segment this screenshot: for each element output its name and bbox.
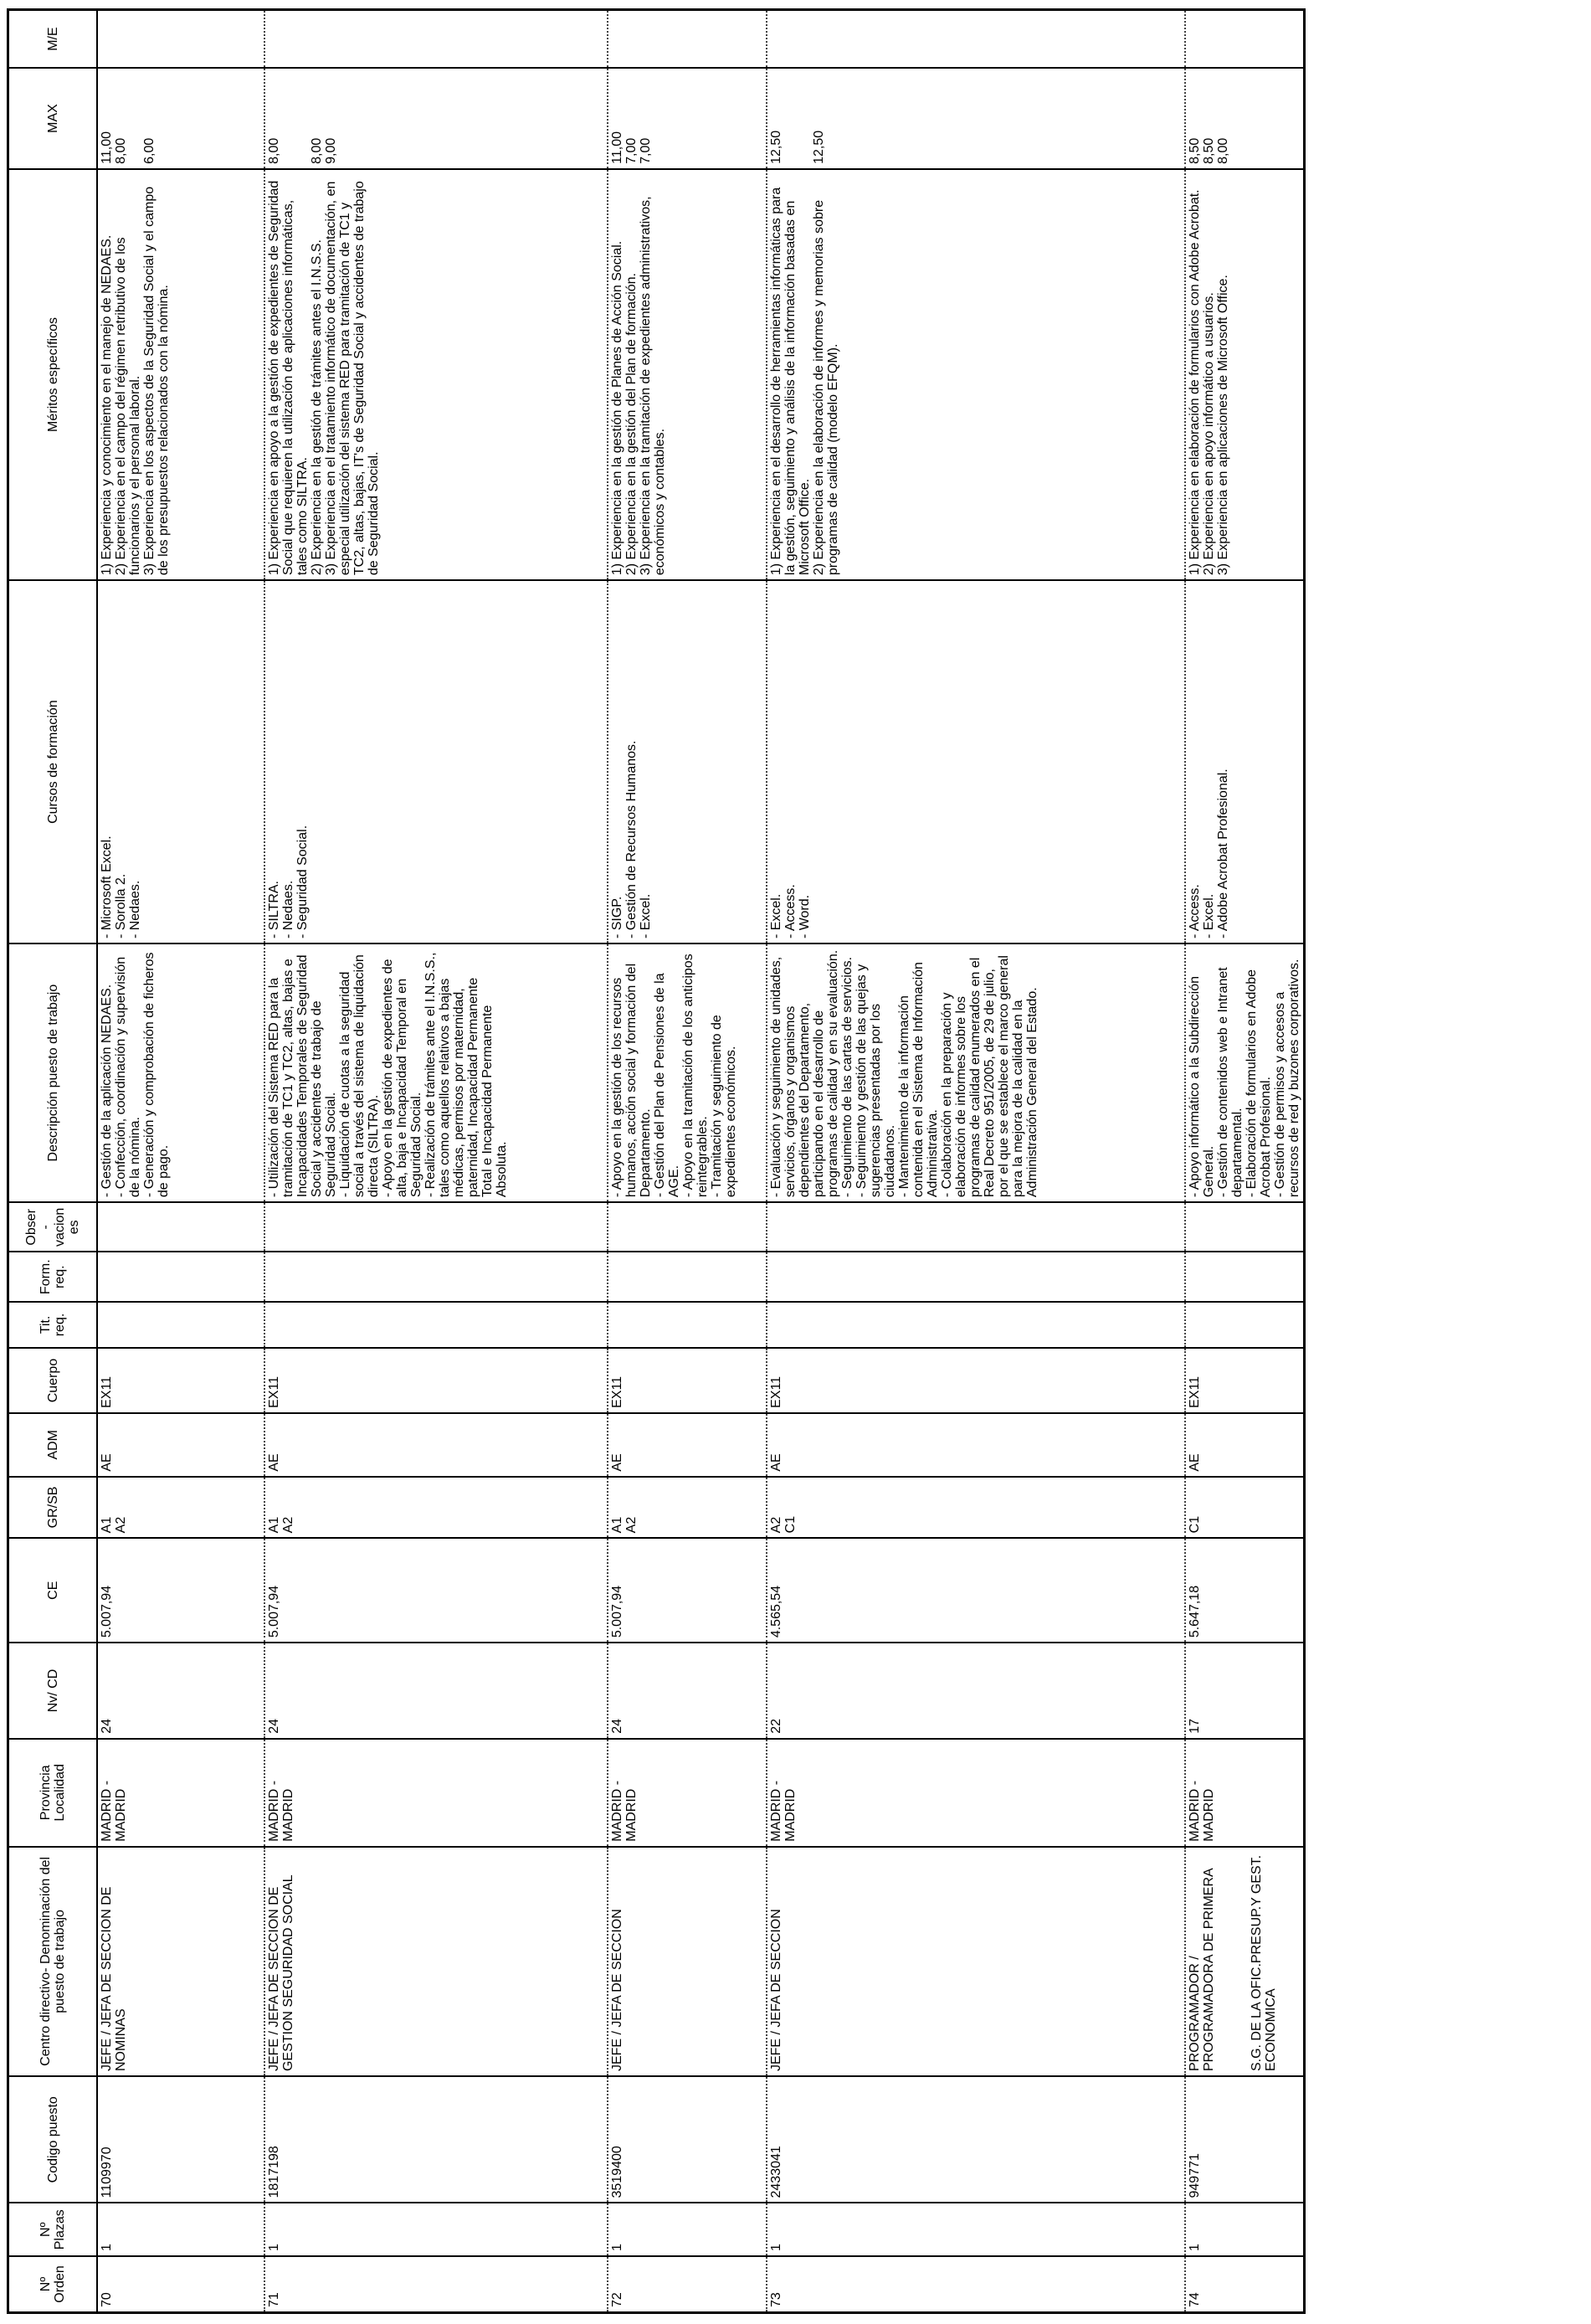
cell-cursos: - Access. - Excel. - Adobe Acrobat Profesional. [1185, 580, 1305, 943]
cell-grupo: C1 [1185, 1477, 1305, 1539]
cell-provincia: MADRID - MADRID [1185, 1739, 1305, 1847]
position-title: PROGRAMADOR / PROGRAMADORA DE PRIMERA [1188, 1868, 1216, 2072]
cell-ce: 4.565,54 [767, 1538, 1185, 1643]
cell-max: 8,00 8,00 9,00 [264, 68, 608, 169]
cell-denominacion [1185, 1847, 1305, 2076]
directive-center: S.G. DE LA OFIC.PRESUP.Y GEST. ECONOMICA [1250, 1854, 1278, 2072]
cell-plazas: 1 [767, 2203, 1185, 2256]
cell-denominacion: JEFE / JEFA DE SECCION DE NOMINAS [97, 1847, 264, 2076]
cell-descripcion: - Gestión de la aplicación NEDAES. - Confección, coordinación y supervisión de la nómina. - Generación y comprobación de ficheros de pago. [97, 943, 264, 1202]
header-codigo: Codigo puesto [8, 2076, 98, 2203]
header-descripcion: Descripción puesto de trabajo [8, 943, 98, 1202]
cell-meritos: 1) Experiencia en apoyo a la gestión de expedientes de Seguridad Social que requieren la utilización de aplicaciones informáticas, tales como SILTRA. 2) Experiencia en la gestión de trámites antes el I.N.S.S. 3) Experiencia en el tratamiento informático de documentación, en especial utilización del sistema RED para tramitación de TC1 y TC2, altas, bajas, IT's de Seguridad Social y accidentes de trabajo de Seguridad Social. [264, 169, 608, 580]
header-provincia: Provincia Localidad [8, 1739, 98, 1847]
cell-titulacion [1185, 1302, 1305, 1348]
cell-observaciones [97, 1202, 264, 1252]
cell-orden: 72 [608, 2256, 767, 2313]
cell-provincia: MADRID - MADRID [97, 1739, 264, 1847]
cell-max: 11,00 8,00 6,00 [97, 68, 264, 169]
header-plazas: Nº Plazas [8, 2203, 98, 2256]
cell-max: 11,00 7,00 7,00 [608, 68, 767, 169]
cell-denominacion: JEFE / JEFA DE SECCION [767, 1847, 1185, 2076]
cell-cursos: - SILTRA. - Nedaes. - Seguridad Social. [264, 580, 608, 943]
cell-grupo: A1 A2 [264, 1477, 608, 1539]
cell-descripcion: - Evaluación y seguimiento de unidades, servicios, órganos y organismos dependientes del Departamento, participando en el desarrollo de programas de calidad y en su evaluación. - Seguimiento de las cartas de servicios. - Seguimiento y gestión de las quejas y sugerencias presentadas por los ciudadanos. - Mantenimiento de la información contenida en el Sistema de Información Administrativa. - Colaboración en la preparación y elaboración de informes sobre los programas de calidad enumerados en el Real Decreto 951/2005, de 29 de julio, por el que se establece el marco general para la mejora de la calidad en la Administración General del Estado. [767, 943, 1185, 1202]
cell-observaciones [264, 1202, 608, 1252]
header-observaciones: Obser- vaciones [8, 1202, 98, 1252]
cell-max: 12,50 12,50 [767, 68, 1185, 169]
cell-orden: 73 [767, 2256, 1185, 2313]
cell-denominacion: JEFE / JEFA DE SECCION DE GESTION SEGURIDAD SOCIAL [264, 1847, 608, 2076]
cell-cursos: - Microsoft Excel. - Sorolla 2. - Nedaes. [97, 580, 264, 943]
header-titulacion: Tit. req. [8, 1302, 98, 1348]
table-row [97, 10, 264, 2313]
cell-observaciones [1185, 1202, 1305, 1252]
cell-titulacion [608, 1302, 767, 1348]
header-cursos: Cursos de formación [8, 580, 98, 943]
header-grupo: GR/SB [8, 1477, 98, 1539]
cell-provincia: MADRID - MADRID [767, 1739, 1185, 1847]
cell-me [97, 10, 264, 69]
header-ce: CE [8, 1538, 98, 1643]
cell-me [608, 10, 767, 69]
cell-orden: 71 [264, 2256, 608, 2313]
header-cuerpo: Cuerpo [8, 1348, 98, 1413]
cell-max: 8,50 8,50 8,00 [1185, 68, 1305, 169]
cell-nivel: 24 [97, 1643, 264, 1739]
cell-ce: 5.007,94 [608, 1538, 767, 1643]
cell-me [264, 10, 608, 69]
cell-orden: 70 [97, 2256, 264, 2313]
cell-nivel: 22 [767, 1643, 1185, 1739]
table-row [608, 10, 767, 2313]
cell-provincia: MADRID - MADRID [264, 1739, 608, 1847]
cell-grupo: A1 A2 [608, 1477, 767, 1539]
cell-adm: AE [767, 1413, 1185, 1477]
cell-cuerpo: EX11 [1185, 1348, 1305, 1413]
header-me: M/E [8, 10, 98, 69]
cell-titulacion [264, 1302, 608, 1348]
header-max: MAX [8, 68, 98, 169]
job-positions-table [7, 8, 1306, 2314]
cell-descripcion: - Utilización del Sistema RED para la tramitación de TC1 y TC2, altas, bajas e Incapacidades Temporales de Seguridad Social y accidentes de trabajo de Seguridad Social. - Liquidación de cuotas a la seguridad social a través del sistema de liquidación directa (SILTRA). - Apoyo en la gestión de expedientes de alta, baja e Incapacidad Temporal en Seguridad Social. - Realización de trámites ante el I.N.S.S., tales como aquellos relativos a bajas médicas, permisos por maternidad, paternidad, Incapacidad Permanente Total e Incapacidad Permanente Absoluta. [264, 943, 608, 1202]
cell-plazas: 1 [264, 2203, 608, 2256]
cell-titulacion [97, 1302, 264, 1348]
cell-codigo: 1817198 [264, 2076, 608, 2203]
cell-cursos: - SIGP. - Gestión de Recursos Humanos. - Excel. [608, 580, 767, 943]
cell-nivel: 24 [264, 1643, 608, 1739]
cell-provincia: MADRID - MADRID [608, 1739, 767, 1847]
table-row [1185, 10, 1305, 2313]
header-formacion: Form. req. [8, 1252, 98, 1301]
cell-meritos: 1) Experiencia y conocimiento en el manejo de NEDAES. 2) Experiencia en el campo del régimen retributivo de los funcionarios y el personal laboral. 3) Experiencia en los aspectos de la Seguridad Social y el campo de los presupuestos relacionados con la nómina. [97, 169, 264, 580]
cell-meritos: 1) Experiencia en el desarrollo de herramientas informáticas para la gestión, seguimiento y análisis de la información basadas en Microsoft Office. 2) Experiencia en la elaboración de informes y memorias sobre programas de calidad (modelo EFQM). [767, 169, 1185, 580]
cell-cuerpo: EX11 [97, 1348, 264, 1413]
cell-denominacion: JEFE / JEFA DE SECCION [608, 1847, 767, 2076]
header-row [8, 10, 98, 2313]
header-centro: Centro directivo- Denominación del puesto de trabajo [8, 1847, 98, 2076]
cell-me [767, 10, 1185, 69]
header-adm: ADM [8, 1413, 98, 1477]
cell-meritos: 1) Experiencia en la gestión de Planes de Acción Social. 2) Experiencia en la gestión del Plan de formación. 3) Experiencia en la tramitación de expedientes administrativos, económicos y contables. [608, 169, 767, 580]
cell-observaciones [767, 1202, 1185, 1252]
cell-codigo: 949771 [1185, 2076, 1305, 2203]
table-row [264, 10, 608, 2313]
cell-formacion [1185, 1252, 1305, 1301]
cell-formacion [97, 1252, 264, 1301]
cell-formacion [767, 1252, 1185, 1301]
cell-adm: AE [264, 1413, 608, 1477]
cell-me [1185, 10, 1305, 69]
cell-descripcion: - Apoyo en la gestión de los recursos humanos, acción social y formación del Departamento. - Gestión del Plan de Pensiones de la AGE. - Apoyo en la tramitación de los anticipos reintegrables. - Tramitación y seguimiento de expedientes económicos. [608, 943, 767, 1202]
cell-cuerpo: EX11 [767, 1348, 1185, 1413]
cell-titulacion [767, 1302, 1185, 1348]
cell-codigo: 3519400 [608, 2076, 767, 2203]
cell-formacion [264, 1252, 608, 1301]
cell-descripcion: - Apoyo informático a la Subdirección General. - Gestión de contenidos web e Intranet departamental. - Elaboración de formularios en Adobe Acrobat Profesional. - Gestión de permisos y accesos a recursos de red y buzones corporativos. [1185, 943, 1305, 1202]
cell-nivel: 24 [608, 1643, 767, 1739]
cell-adm: AE [97, 1413, 264, 1477]
cell-adm: AE [608, 1413, 767, 1477]
header-meritos: Méritos específicos [8, 169, 98, 580]
header-nivel: Nv/ CD [8, 1643, 98, 1739]
cell-orden: 74 [1185, 2256, 1305, 2313]
cell-grupo: A1 A2 [97, 1477, 264, 1539]
cell-observaciones [608, 1202, 767, 1252]
cell-plazas: 1 [97, 2203, 264, 2256]
cell-meritos: 1) Experiencia en elaboración de formularios con Adobe Acrobat. 2) Experiencia en apoyo informático a usuarios. 3) Experiencia en aplicaciones de Microsoft Office. [1185, 169, 1305, 580]
cell-adm: AE [1185, 1413, 1305, 1477]
cell-nivel: 17 [1185, 1643, 1305, 1739]
cell-cursos: - Excel. - Access. - Word. [767, 580, 1185, 943]
cell-plazas: 1 [1185, 2203, 1305, 2256]
cell-ce: 5.007,94 [97, 1538, 264, 1643]
cell-ce: 5.647,18 [1185, 1538, 1305, 1643]
cell-ce: 5.007,94 [264, 1538, 608, 1643]
cell-grupo: A2 C1 [767, 1477, 1185, 1539]
table-row [767, 10, 1185, 2313]
cell-codigo: 1109970 [97, 2076, 264, 2203]
cell-cuerpo: EX11 [264, 1348, 608, 1413]
cell-formacion [608, 1252, 767, 1301]
cell-codigo: 2433041 [767, 2076, 1185, 2203]
header-orden: Nº Orden [8, 2256, 98, 2313]
cell-cuerpo: EX11 [608, 1348, 767, 1413]
cell-plazas: 1 [608, 2203, 767, 2256]
